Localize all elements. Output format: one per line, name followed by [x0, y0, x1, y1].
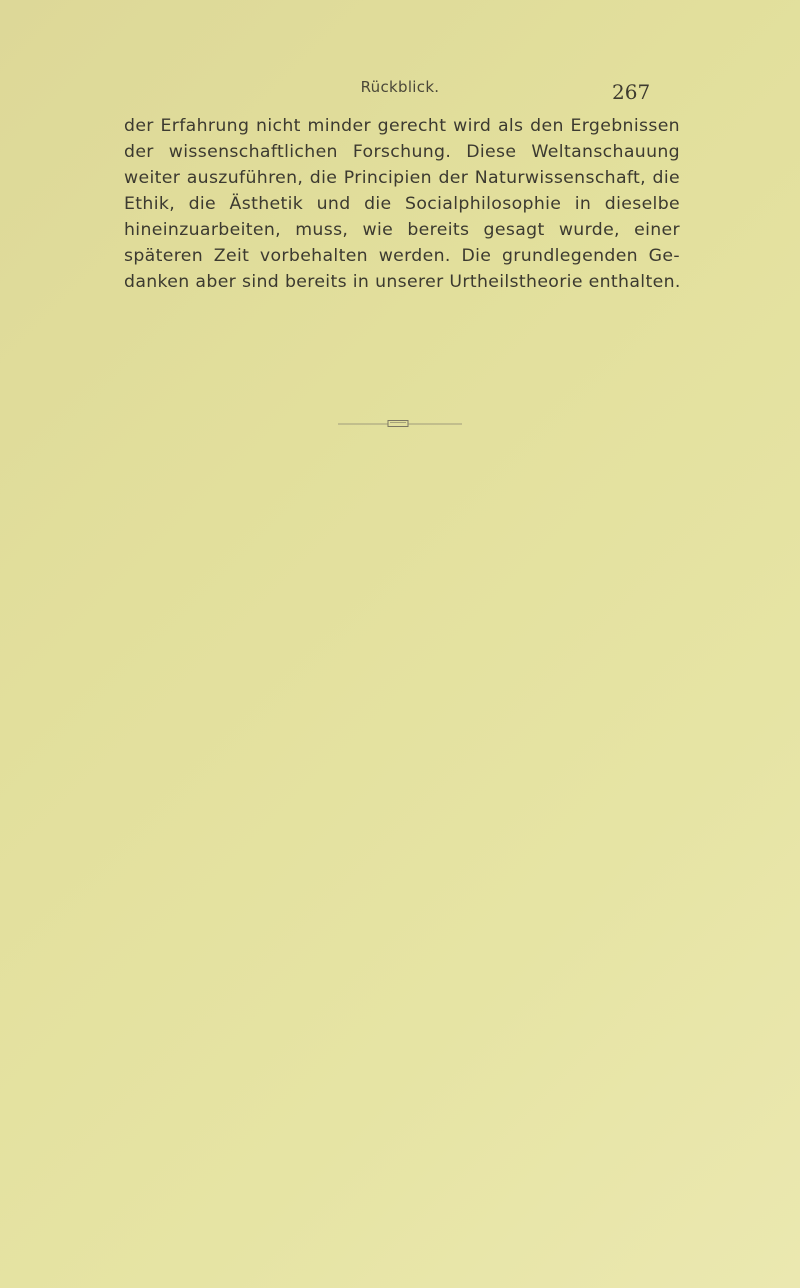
end-of-chapter-rule-icon [338, 418, 462, 428]
text-line: hineinzuarbeiten, muss, wie bereits gesagt wurde, einer [124, 220, 680, 240]
text-line: der Erfahrung nicht minder gerecht wird als den Ergebnissen [124, 116, 680, 136]
running-head [0, 78, 800, 102]
text-line: Ethik, die Ästhetik und die Socialphilosophie in dieselbe [124, 194, 680, 214]
text-line: danken aber sind bereits in unserer Urtheilstheorie enthalten. [124, 272, 681, 292]
text-line: weiter auszuführen, die Principien der Naturwissenschaft, die [124, 168, 680, 188]
text-line: späteren Zeit vorbehalten werden. Die grundlegenden Ge- [124, 246, 680, 266]
body-text [124, 113, 680, 295]
running-title: Rückblick. [360, 78, 440, 96]
page-number: 267 [612, 80, 651, 104]
text-line: der wissenschaftlichen Forschung. Diese Weltanschauung [124, 142, 680, 162]
